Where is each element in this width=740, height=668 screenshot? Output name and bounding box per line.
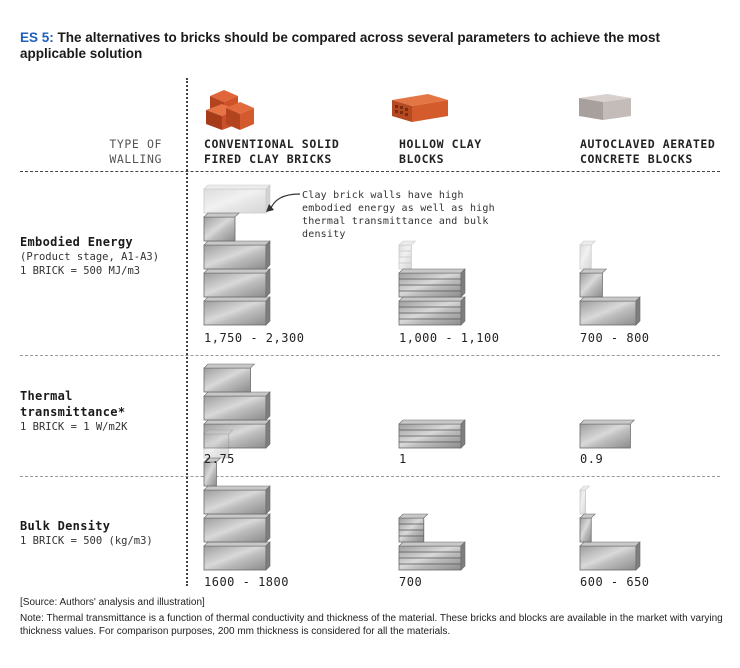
brick-embodied-hollow-1 [399,297,465,325]
value-thermal-hollow: 1 [399,452,407,466]
brick-thermal-hollow-1 [399,420,465,448]
row-sub-embodied-energy-stage: (Product stage, A1-A3) [20,251,160,263]
value-density-aac: 600 - 650 [580,575,650,589]
row-title-thermal-line2: transmittance* [20,405,126,419]
brick-embodied-hollow-2 [399,269,465,297]
brick-embodied-aac-1 [580,297,640,325]
column-heading-aac-blocks-line2: CONCRETE BLOCKS [580,152,693,166]
source-note: [Source: Authors' analysis and illustration] [20,597,205,608]
type-of-walling-line1: TYPE OF [109,137,162,151]
figure-tag: ES 5: [20,30,54,45]
brick-thermal-aac-partial [580,420,634,448]
type-of-walling-line2: WALLING [109,152,162,166]
brick-embodied-solid-1 [204,297,270,325]
column-heading-aac-blocks-line1: AUTOCLAVED AERATED [580,137,716,151]
value-embodied-solid: 1,750 - 2,300 [204,331,305,345]
brick-embodied-solid-partial [204,213,239,241]
brick-embodied-aac-range [580,241,595,269]
value-thermal-aac: 0.9 [580,452,604,466]
brick-density-solid-3 [204,486,270,514]
value-embodied-hollow: 1,000 - 1,100 [399,331,500,345]
brick-density-aac-range [580,486,590,514]
brick-density-solid-1 [204,542,270,570]
row-title-embodied-energy: Embodied Energy [20,235,133,249]
title-text: The alternatives to bricks should be compared across several parameters to achieve the most applicable solution [20,30,661,61]
footnote: Note: Thermal transmittance is a function of thermal conductivity and thickness of the material. These bricks and blocks are available in the market with varying thickness values. For comparison purposes, 200 mm thickness is considered for all the materials. [20,613,723,637]
brick-embodied-hollow-range [399,241,415,269]
column-heading-hollow-blocks-line1: HOLLOW CLAY [399,137,482,151]
brick-thermal-solid-2 [204,392,270,420]
annotation-arrow [262,190,306,216]
annotation-line2: embodied energy as well as high [302,203,495,214]
row-title-thermal-line1: Thermal [20,389,73,403]
row-title-bulk-density: Bulk Density [20,519,111,533]
brick-embodied-aac-partial [580,269,606,297]
value-thermal-solid: 2.75 [204,452,235,466]
annotation-line3: thermal transmittance and bulk [302,216,489,227]
brick-density-aac-partial [580,514,595,542]
brick-density-hollow-partial [399,514,428,542]
brick-density-hollow-1 [399,542,465,570]
value-density-hollow: 700 [399,575,423,589]
value-density-solid: 1600 - 1800 [204,575,289,589]
row-sub-embodied-energy-unit: 1 BRICK = 500 MJ/m3 [20,265,141,277]
row-sub-thermal-unit: 1 BRICK = 1 W/m2K [20,421,128,433]
brick-embodied-solid-3 [204,241,270,269]
brick-density-aac-1 [580,542,640,570]
annotation-line1: Clay brick walls have high [302,190,464,201]
annotation-text [302,189,532,241]
brick-embodied-solid-range [204,185,270,213]
column-heading-hollow-blocks-line2: BLOCKS [399,152,445,166]
brick-thermal-solid-partial [204,364,255,392]
column-heading-solid-bricks-line1: CONVENTIONAL SOLID [204,137,340,151]
brick-embodied-solid-2 [204,269,270,297]
brick-density-solid-2 [204,514,270,542]
value-embodied-aac: 700 - 800 [580,331,650,345]
annotation-line4: density [302,229,346,240]
column-heading-solid-bricks-line2: FIRED CLAY BRICKS [204,152,332,166]
row-sub-bulk-density-unit: 1 BRICK = 500 (kg/m3) [20,535,153,547]
